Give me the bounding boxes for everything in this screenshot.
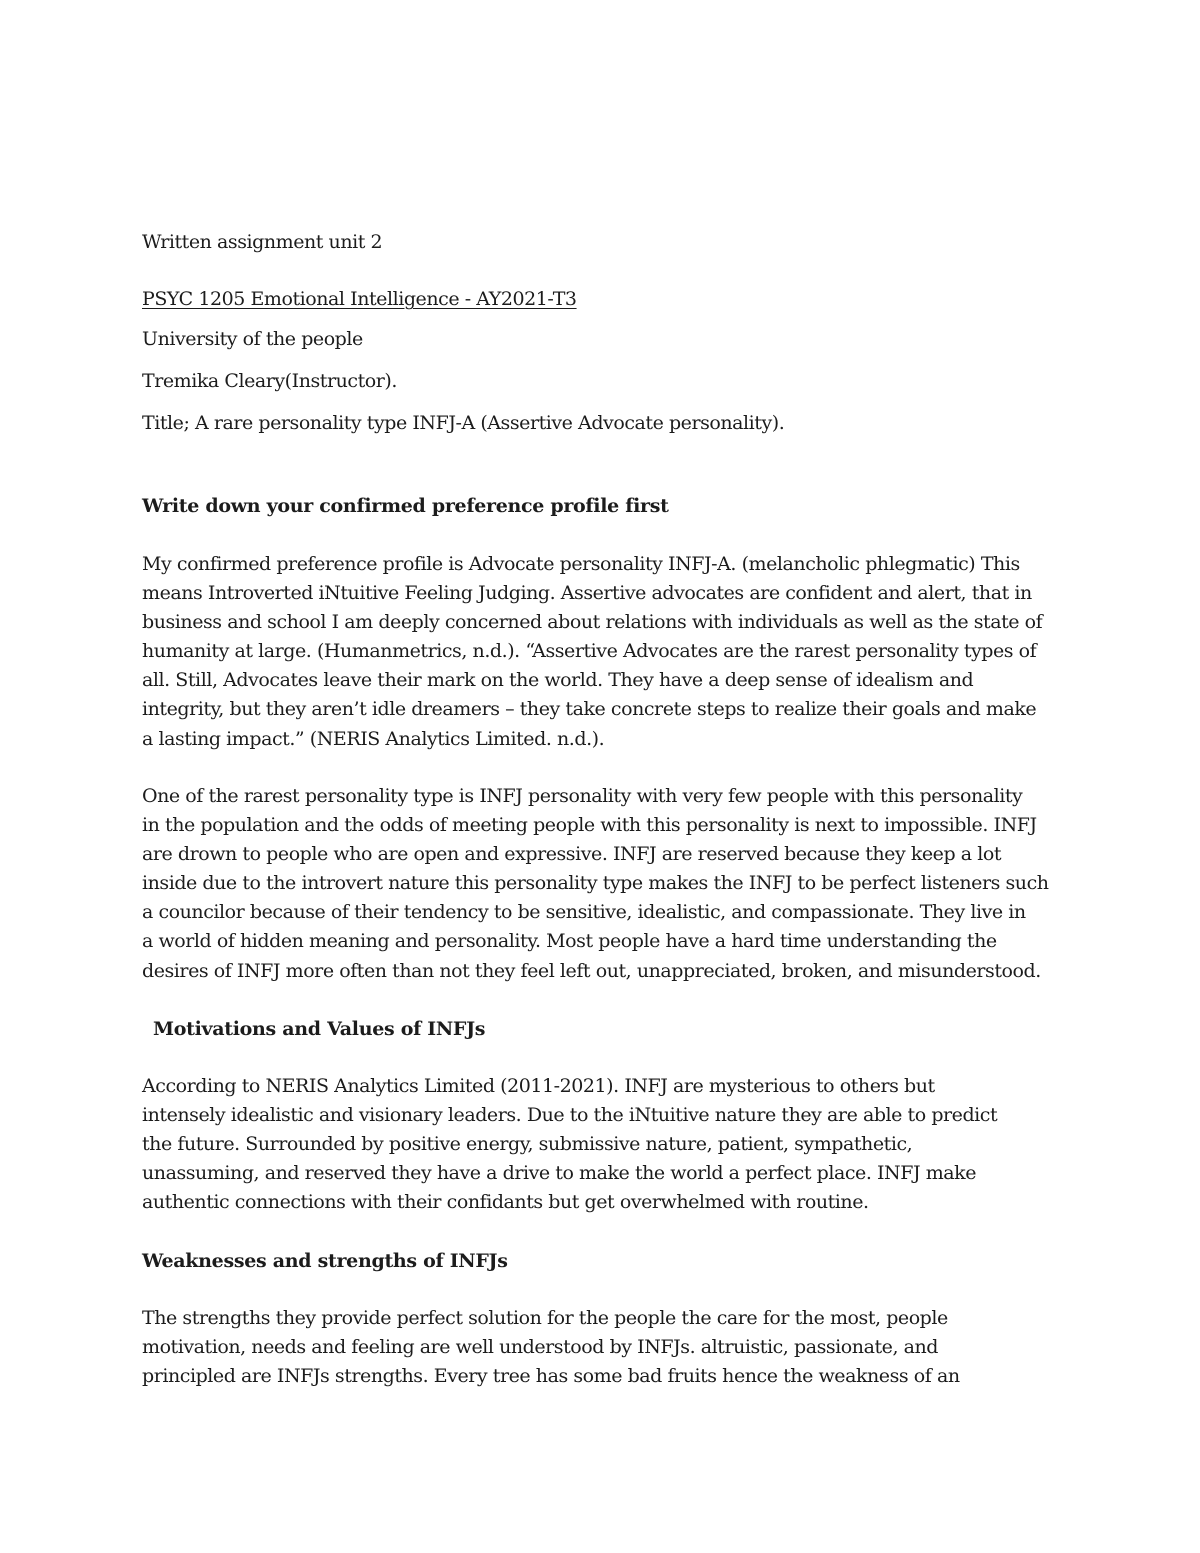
paragraph-line: desires of INFJ more often than not they feel left out, unappreciated, broken, and misunderstood. [142, 960, 1041, 982]
paragraph-line: According to NERIS Analytics Limited (2011-2021). INFJ are mysterious to others but [142, 1075, 935, 1097]
paragraph-line: My confirmed preference profile is Advocate personality INFJ-A. (melancholic phlegmatic) This [142, 553, 1020, 575]
paragraph-line: motivation, needs and feeling are well understood by INFJs. altruistic, passionate, and [142, 1336, 938, 1358]
paragraph-line: business and school I am deeply concerned about relations with individuals as well as the state of [142, 611, 1043, 633]
section-heading-motivations: Motivations and Values of INFJs [153, 1018, 486, 1040]
paper-title: Title; A rare personality type INFJ-A (Assertive Advocate personality). [142, 412, 785, 434]
paragraph-line: intensely idealistic and visionary leaders. Due to the iNtuitive nature they are able to predict [142, 1104, 998, 1126]
paragraph-line: unassuming, and reserved they have a drive to make the world a perfect place. INFJ make [142, 1162, 977, 1184]
paragraph-line: The strengths they provide perfect solution for the people the care for the most, people [142, 1307, 948, 1329]
section-heading-strengths: Weaknesses and strengths of INFJs [142, 1250, 508, 1272]
instructor-name: Tremika Cleary(Instructor). [142, 370, 397, 392]
paragraph-line: are drown to people who are open and expressive. INFJ are reserved because they keep a lot [142, 843, 1002, 865]
paragraph-line: integrity, but they aren’t idle dreamers – they take concrete steps to realize their goals and make [142, 698, 1037, 720]
paragraph-line: principled are INFJs strengths. Every tree has some bad fruits hence the weakness of an [142, 1365, 960, 1387]
paragraph-line: a councilor because of their tendency to be sensitive, idealistic, and compassionate. They live in [142, 901, 1026, 923]
paragraph-line: inside due to the introvert nature this personality type makes the INFJ to be perfect listeners such [142, 872, 1049, 894]
paragraph-line: One of the rarest personality type is INFJ personality with very few people with this personality [142, 785, 1023, 807]
course-link[interactable]: PSYC 1205 Emotional Intelligence - AY2021-T3 [142, 288, 577, 310]
paragraph-line: means Introverted iNtuitive Feeling Judging. Assertive advocates are confident and alert, that in [142, 582, 1032, 604]
section-heading-profile: Write down your confirmed preference profile first [142, 495, 669, 517]
assignment-label: Written assignment unit 2 [142, 231, 383, 253]
paragraph-line: authentic connections with their confidants but get overwhelmed with routine. [142, 1191, 869, 1213]
paragraph-line: a lasting impact.” (NERIS Analytics Limited. n.d.). [142, 728, 605, 750]
paragraph-line: the future. Surrounded by positive energy, submissive nature, patient, sympathetic, [142, 1133, 913, 1155]
paragraph-line: in the population and the odds of meeting people with this personality is next to impossible. INFJ [142, 814, 1037, 836]
paragraph-line: a world of hidden meaning and personality. Most people have a hard time understanding the [142, 930, 997, 952]
paragraph-line: all. Still, Advocates leave their mark on the world. They have a deep sense of idealism and [142, 669, 974, 691]
university-name: University of the people [142, 328, 363, 350]
paragraph-line: humanity at large. (Humanmetrics, n.d.). “Assertive Advocates are the rarest personality types of [142, 640, 1037, 662]
